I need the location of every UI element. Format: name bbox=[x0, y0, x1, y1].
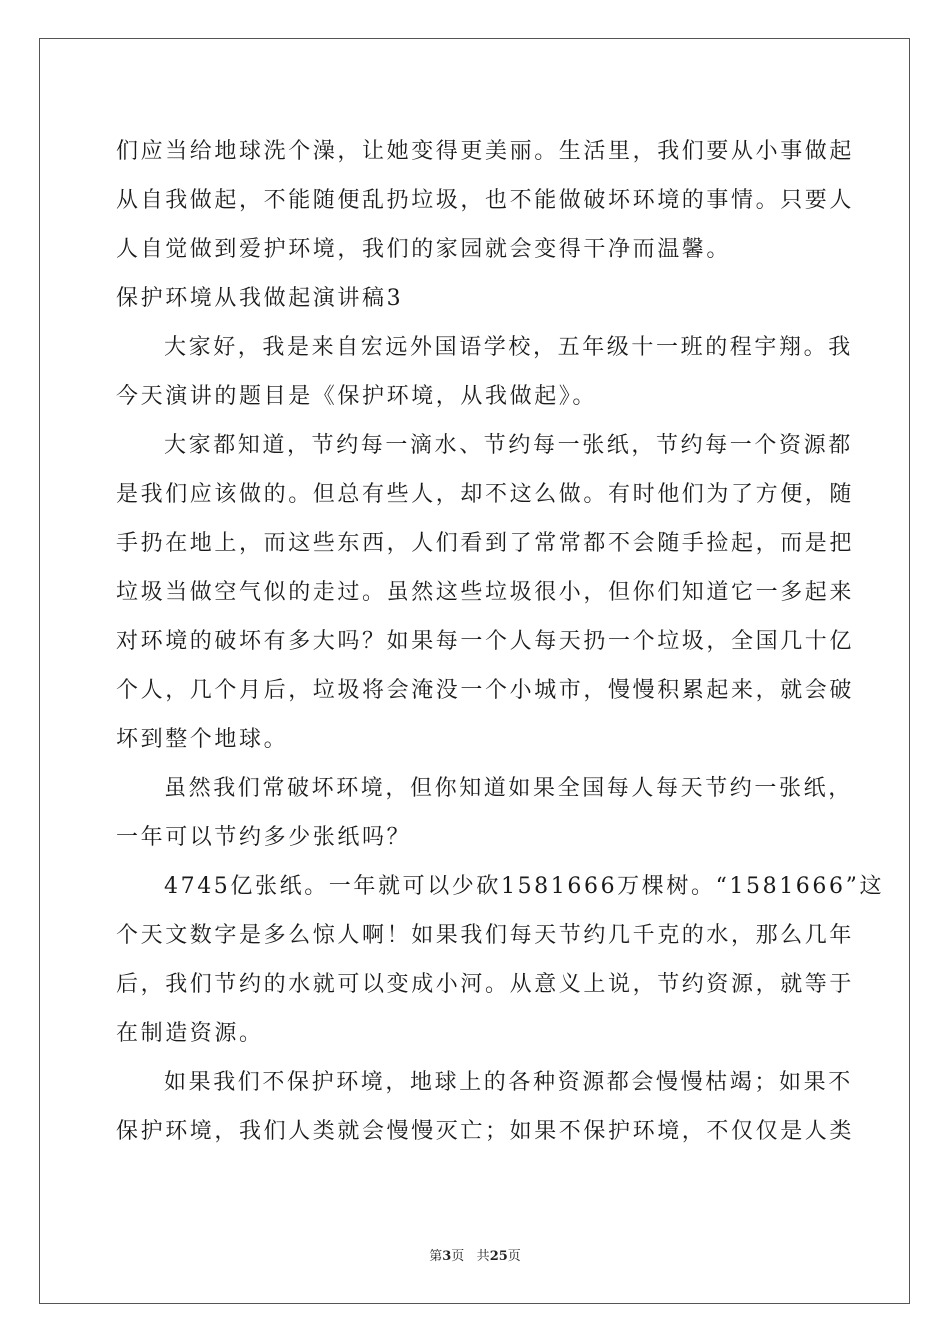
text-line: 从自我做起，不能随便乱扔垃圾，也不能做破坏环境的事情。只要人 bbox=[116, 188, 855, 213]
text-line: 虽然我们常破坏环境，但你知道如果全国每人每天节约一张纸， bbox=[164, 776, 853, 801]
document-body bbox=[116, 127, 885, 1156]
current-page-number: 3 bbox=[442, 1249, 452, 1264]
text-line: 大家都知道，节约每一滴水、节约每一张纸，节约每一个资源都 bbox=[164, 433, 853, 458]
total-suffix: 页 bbox=[507, 1249, 521, 1264]
section-heading: 保护环境从我做起演讲稿3 bbox=[116, 286, 404, 311]
text-line: 手扔在地上，而这些东西，人们看到了常常都不会随手捡起，而是把 bbox=[116, 531, 855, 556]
text-line: 坏到整个地球。 bbox=[116, 727, 289, 752]
page-suffix: 页 bbox=[451, 1249, 465, 1264]
total-prefix: 共 bbox=[476, 1249, 490, 1264]
text-line: 个天文数字是多么惊人啊！如果我们每天节约几千克的水，那么几年 bbox=[116, 923, 855, 948]
text-line: 在制造资源。 bbox=[116, 1021, 264, 1046]
text-line: 大家好，我是来自宏远外国语学校，五年级十一班的程宇翔。我 bbox=[164, 335, 853, 360]
text-line: 今天演讲的题目是《保护环境，从我做起》。 bbox=[116, 384, 598, 409]
text-line: 后，我们节约的水就可以变成小河。从意义上说，节约资源，就等于 bbox=[116, 972, 855, 997]
text-line: 个人，几个月后，垃圾将会淹没一个小城市，慢慢积累起来，就会破 bbox=[116, 678, 855, 703]
text-line: 对环境的破坏有多大吗？如果每一个人每天扔一个垃圾，全国几十亿 bbox=[116, 629, 855, 654]
page-footer bbox=[0, 1245, 950, 1264]
text-line: 如果我们不保护环境，地球上的各种资源都会慢慢枯竭；如果不 bbox=[164, 1070, 853, 1095]
text-line: 们应当给地球洗个澡，让她变得更美丽。生活里，我们要从小事做起 bbox=[116, 139, 855, 164]
text-line: 垃圾当做空气似的走过。虽然这些垃圾很小，但你们知道它一多起来 bbox=[116, 580, 855, 605]
text-line: 保护环境，我们人类就会慢慢灭亡；如果不保护环境，不仅仅是人类 bbox=[116, 1119, 855, 1144]
total-page-count: 25 bbox=[489, 1249, 508, 1264]
text-line: 人自觉做到爱护环境，我们的家园就会变得干净而温馨。 bbox=[116, 237, 732, 262]
page-prefix: 第 bbox=[429, 1249, 443, 1264]
text-line: 一年可以节约多少张纸吗？ bbox=[116, 825, 412, 850]
text-line: 是我们应该做的。但总有些人，却不这么做。有时他们为了方便，随 bbox=[116, 482, 855, 507]
text-line: 4745亿张纸。一年就可以少砍1581666万棵树。“1581666”这 bbox=[164, 874, 885, 899]
